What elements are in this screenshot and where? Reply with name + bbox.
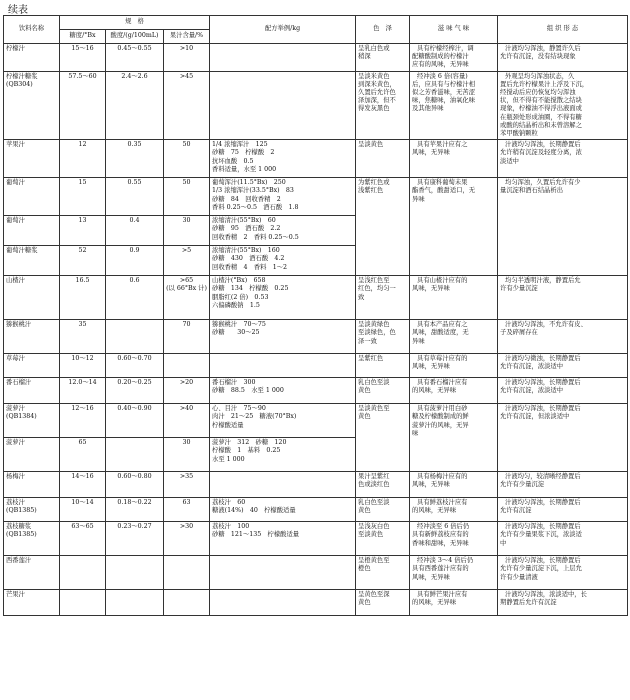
cell-texture: 外观呈均匀浑浊状态，久 置后允许柠檬果汁上浮及下沉， 经搅动后应仍恢复均匀浑浊 状，但不得有不能搅散之结块 现象，柠檬油不得浮出液面或 在瓶颈处形成油圈，不得有糖 或酸的结晶析出和未曾溶解之 苯甲酸钠颗粒 — [498, 71, 628, 140]
cell-taste: 具有鲜芒果汁应有 的风味，无异味 — [410, 590, 498, 616]
cell-name: 草莓汁 — [4, 354, 60, 378]
cell-acid: 0.60～0.70 — [106, 354, 164, 378]
table-row — [4, 140, 628, 178]
cell-taste: 经冲淡 3～4 倍后仍 具有西番莲汁应有的 风味，无异味 — [410, 556, 498, 590]
cell-texture: 汁液均匀，较清晰经静置后 允许有少量沉淀 — [498, 472, 628, 498]
cell-color: 呈浅灰白色 至淡黄色 — [356, 522, 410, 556]
cell-sugar: 35 — [60, 320, 106, 354]
cell-formula: 荔枝汁 100 砂糖 121～135 柠檬酸适量 — [210, 522, 356, 556]
cell-sugar: 65 — [60, 438, 106, 472]
header-juice: 果汁含量/% — [164, 30, 210, 44]
cell-taste: 经冲淡 6 倍(容量) 后，应具有与柠檬汁相 似之芳香滋味，无苦涩 味，焦糖味，油氧化味 及其他异味 — [410, 71, 498, 140]
cell-name: 菠萝汁 (QB1384) — [4, 404, 60, 438]
cell-name: 柠檬汁 — [4, 44, 60, 72]
cell-taste: 具有康科葡萄未果 酯香气，酸甜适口，无 异味 — [410, 178, 498, 276]
cell-juice: >20 — [164, 378, 210, 404]
cell-color: 呈乳白色或 稍深 — [356, 44, 410, 72]
header-row-1 — [4, 16, 628, 30]
cell-juice — [164, 590, 210, 616]
cell-texture: 汁液均匀微浊，长期静置后 允许有沉淀，浓淡适中 — [498, 354, 628, 378]
cell-juice: 50 — [164, 140, 210, 178]
cell-formula: 菠萝汁 312 砂糖 120 柠檬酸 1 基料 0.25 水至 1 000 — [210, 438, 356, 472]
cell-sugar: 15～16 — [60, 44, 106, 72]
cell-acid: 0.6 — [106, 276, 164, 320]
cell-acid: 0.18～0.22 — [106, 498, 164, 522]
header-spec: 规 格 — [60, 16, 210, 30]
cell-formula: 浓缩清汁(55°Bx) 60 砂糖 95 酒石酸 2.2 回收香精 2 香料 0.25～0.5 — [210, 216, 356, 246]
cell-acid: 0.4 — [106, 216, 164, 246]
cell-taste: 经冲淡至 6 倍后仍 具有新鲜荔枝应有的 香味和甜味，无异味 — [410, 522, 498, 556]
cell-sugar: 16.5 — [60, 276, 106, 320]
cell-acid: 0.55 — [106, 178, 164, 216]
cell-formula — [210, 556, 356, 590]
cell-color: 呈淡黄绿色 至淡绿色，色 泽一致 — [356, 320, 410, 354]
cell-taste: 具有菠萝汁用白砂 糖及柠檬酸制成的鲜 菠萝汁的风味，无异 味 — [410, 404, 498, 472]
cell-formula — [210, 472, 356, 498]
cell-acid — [106, 556, 164, 590]
cell-color: 呈淡米黄色 到深米黄色， 久置后允许色 泽加深，但不 得发灰黑色 — [356, 71, 410, 140]
cell-color: 呈橙黄色至 橙色 — [356, 556, 410, 590]
cell-sugar: 52 — [60, 246, 106, 276]
cell-name: 苹果汁 — [4, 140, 60, 178]
cell-name: 山楂汁 — [4, 276, 60, 320]
cell-color: 呈浅红色至 红色，均匀一 致 — [356, 276, 410, 320]
table-row — [4, 498, 628, 522]
cell-taste: 具有苹果汁应有之 风味，无异味 — [410, 140, 498, 178]
cell-sugar: 12～16 — [60, 404, 106, 438]
cell-name: 葡萄汁 — [4, 178, 60, 216]
cell-sugar: 14～16 — [60, 472, 106, 498]
cell-acid: 0.45～0.55 — [106, 44, 164, 72]
cell-formula: 山楂汁(°Bx) 658 砂糖 134 柠檬酸 0.25 胭脂红(2 倍) 0.53 六偏磷酸钠 1.5 — [210, 276, 356, 320]
cell-texture: 汁液均匀浑浊，长期静置后 允许有沉淀 — [498, 498, 628, 522]
table-row — [4, 178, 628, 216]
cell-sugar: 63～65 — [60, 522, 106, 556]
cell-sugar: 10～14 — [60, 498, 106, 522]
header-color: 色 泽 — [356, 16, 410, 44]
cell-juice: >5 — [164, 246, 210, 276]
cell-formula: 浓缩清汁(55°Bx) 160 砂糖 430 酒石酸 4.2 回收香精 4 香料 1～2 — [210, 246, 356, 276]
table-row — [4, 354, 628, 378]
cell-taste: 具有柠檬经榨汁，调 配糖酸制成的柠檬汁 应有的风味，无异味 — [410, 44, 498, 72]
cell-name: 葡萄汁糖浆 — [4, 246, 60, 276]
cell-juice: >30 — [164, 522, 210, 556]
cell-formula: 心、目汁 75～90 肉汁 21～25 糖液(70°Bx) 柠檬酸适量 — [210, 404, 356, 438]
cell-juice: >10 — [164, 44, 210, 72]
cell-texture: 均匀浑浊，久置后允许有少 量沉淀和酒石结晶析出 — [498, 178, 628, 276]
cell-color: 乳白色至淡 黄色 — [356, 498, 410, 522]
cell-juice: 70 — [164, 320, 210, 354]
cell-name: 荔枝汁 (QB1385) — [4, 498, 60, 522]
header-name: 饮料名称 — [4, 16, 60, 44]
cell-taste: 具有鲜荔枝汁应有 的风味，无异味 — [410, 498, 498, 522]
cell-sugar: 57.5～60 — [60, 71, 106, 140]
cell-acid: 0.35 — [106, 140, 164, 178]
table-caption: 续表 — [8, 5, 28, 16]
cell-acid: 2.4～2.6 — [106, 71, 164, 140]
cell-formula: 番石榴汁 300 砂糖 88.5 水至 1 000 — [210, 378, 356, 404]
cell-name: 西番莲汁 — [4, 556, 60, 590]
cell-formula: 葡萄浑汁(11.5°Bx) 250 1/3 浓缩浑汁(33.5°Bx) 83 砂糖 84 回收香精 2 香料 0.25～0.5 酒石酸 1.8 — [210, 178, 356, 216]
cell-sugar: 13 — [60, 216, 106, 246]
cell-name: 番石榴汁 — [4, 378, 60, 404]
cell-texture: 均匀半透明汁液，静置后允 许有少量沉淀 — [498, 276, 628, 320]
table-row — [4, 472, 628, 498]
cell-acid: 0.40～0.90 — [106, 404, 164, 438]
cell-texture: 汁液均匀浑浊，长期静置后 允许有少量沉淀下沉，上层允 许有少量清液 — [498, 556, 628, 590]
cell-formula: 1/4 浓缩浑汁 125 砂糖 75 柠檬酸 2 抗坏血酸 0.5 香料适量，水至 1 000 — [210, 140, 356, 178]
cell-juice: 63 — [164, 498, 210, 522]
cell-juice — [164, 354, 210, 378]
header-taste: 滋 味 气 味 — [410, 16, 498, 44]
cell-juice — [164, 556, 210, 590]
cell-acid: 0.23～0.27 — [106, 522, 164, 556]
table-row — [4, 590, 628, 616]
cell-acid: 0.9 — [106, 246, 164, 276]
cell-taste: 具有山楂汁应有的 风味，无异味 — [410, 276, 498, 320]
cell-acid — [106, 438, 164, 472]
table-row — [4, 320, 628, 354]
table-row — [4, 44, 628, 72]
cell-texture: 汁液均匀浑浊，长期静置后 允许有沉淀，浓淡适中 — [498, 378, 628, 404]
cell-texture: 汁液均匀浑浊，静置许久后 允许有沉淀，没有结块现象 — [498, 44, 628, 72]
cell-texture: 汁液均匀浑浊，长期静置后 允许稍有沉淀及轻度分离，浓 淡适中 — [498, 140, 628, 178]
cell-formula: 猕猴桃汁 70～75 砂糖 30～25 — [210, 320, 356, 354]
cell-formula — [210, 590, 356, 616]
cell-name: 菠萝汁 — [4, 438, 60, 472]
cell-name: 葡萄汁 — [4, 216, 60, 246]
cell-taste: 具有番石榴汁应有 的风味，无异味 — [410, 378, 498, 404]
cell-sugar: 12.0～14 — [60, 378, 106, 404]
cell-color: 呈淡黄色至 黄色 — [356, 404, 410, 472]
cell-juice: >40 — [164, 404, 210, 438]
cell-color: 为紫红色或 浅紫红色 — [356, 178, 410, 276]
header-formula: 配方举例/kg — [210, 16, 356, 44]
cell-texture: 汁液均匀浑浊，长期静置后 允许有少量果浆下沉，浓淡适 中 — [498, 522, 628, 556]
cell-taste: 具有杨梅汁应有的 风味，无异味 — [410, 472, 498, 498]
cell-sugar — [60, 556, 106, 590]
cell-color: 乳白色至淡 黄色 — [356, 378, 410, 404]
cell-juice: 30 — [164, 216, 210, 246]
cell-texture: 汁液均匀浑浊，不允许有皮、 子及碎屑存在 — [498, 320, 628, 354]
cell-formula: 荔枝汁 60 糖液(14%) 40 柠檬酸适量 — [210, 498, 356, 522]
cell-sugar — [60, 590, 106, 616]
cell-color: 呈黄色至深 黄色 — [356, 590, 410, 616]
cell-name: 芒果汁 — [4, 590, 60, 616]
cell-sugar: 15 — [60, 178, 106, 216]
cell-texture: 汁液均匀浑浊，长期静置后 允许有沉淀，但浓淡适中 — [498, 404, 628, 472]
cell-juice: >35 — [164, 472, 210, 498]
cell-sugar: 12 — [60, 140, 106, 178]
cell-color: 呈紫红色 — [356, 354, 410, 378]
juice-spec-table — [3, 15, 628, 616]
cell-formula — [210, 44, 356, 72]
cell-juice: >65 (以 66°Bx 计) — [164, 276, 210, 320]
cell-name: 猕猴桃汁 — [4, 320, 60, 354]
cell-taste: 具有本产品应有之 风味，甜酸适度，无 异味 — [410, 320, 498, 354]
cell-juice: 50 — [164, 178, 210, 216]
cell-sugar: 10～12 — [60, 354, 106, 378]
cell-name: 荔枝糖浆 (QB1385) — [4, 522, 60, 556]
cell-color: 果汁呈紫红 色或淡红色 — [356, 472, 410, 498]
cell-name: 柠檬汁糖浆 (QB304) — [4, 71, 60, 140]
table-row — [4, 276, 628, 320]
cell-acid: 0.60～0.80 — [106, 472, 164, 498]
cell-acid: 0.20～0.25 — [106, 378, 164, 404]
cell-acid — [106, 320, 164, 354]
header-sugar: 糖度/°Bx — [60, 30, 106, 44]
cell-juice: >45 — [164, 71, 210, 140]
table-row — [4, 404, 628, 438]
cell-name: 杨梅汁 — [4, 472, 60, 498]
table-row — [4, 556, 628, 590]
header-acid: 酸度/(g/100mL) — [106, 30, 164, 44]
cell-color: 呈淡黄色 — [356, 140, 410, 178]
cell-taste: 具有草莓汁应有的 风味，无异味 — [410, 354, 498, 378]
cell-juice: 30 — [164, 438, 210, 472]
table-row — [4, 71, 628, 140]
table-row — [4, 522, 628, 556]
cell-texture: 汁液均匀浑浊，浓淡适中，长 期静置后允许有沉淀 — [498, 590, 628, 616]
cell-acid — [106, 590, 164, 616]
cell-formula — [210, 354, 356, 378]
cell-formula — [210, 71, 356, 140]
table-row — [4, 378, 628, 404]
header-texture: 组 织 形 态 — [498, 16, 628, 44]
